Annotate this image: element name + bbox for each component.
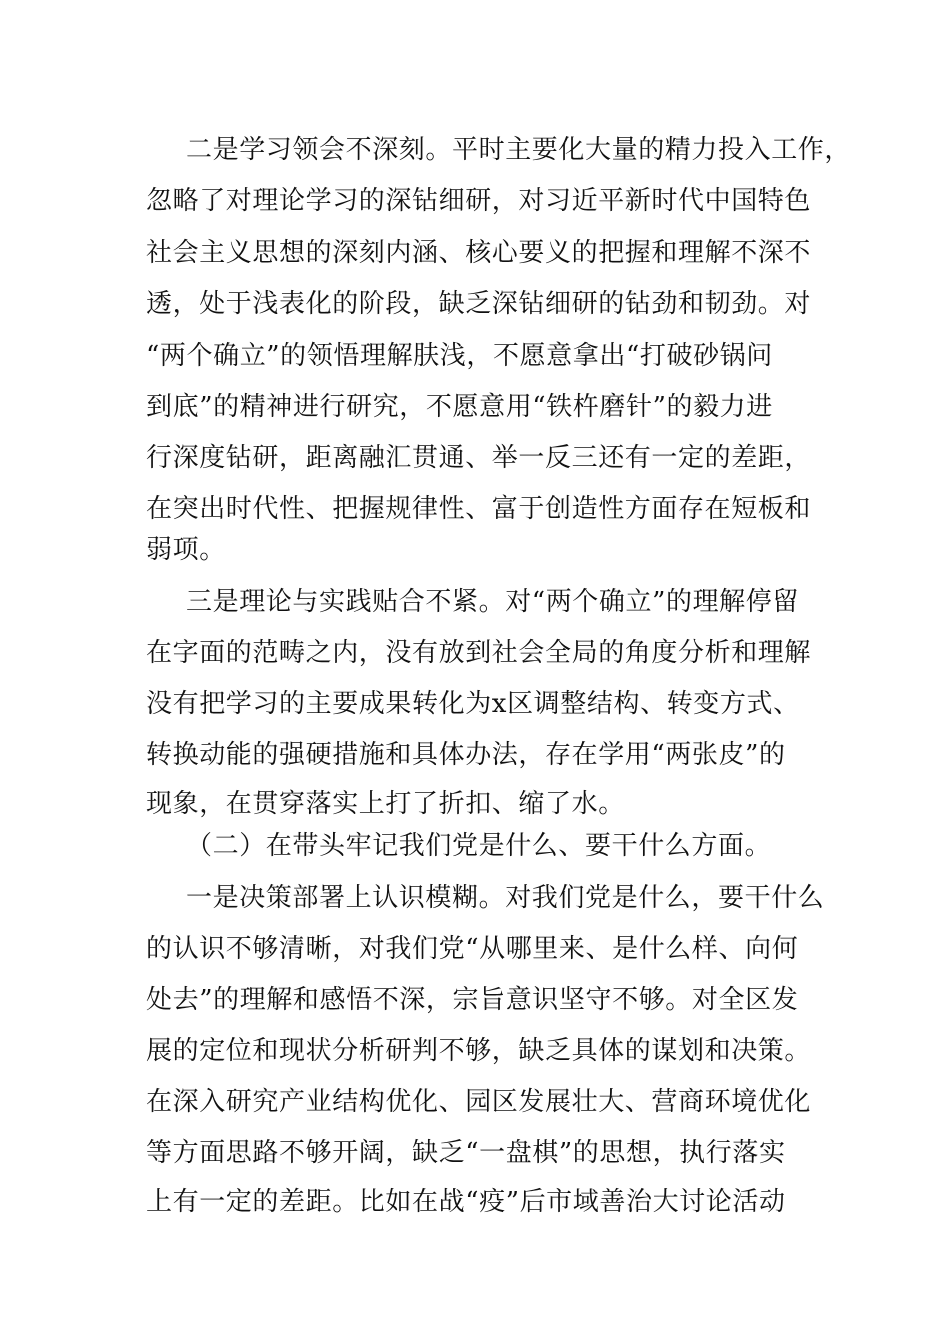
paragraph-3-line-3: 处去”的理解和感悟不深，宗旨意识坚守不够。对全区发	[146, 985, 799, 1015]
paragraph-2-line-3: 没有把学习的主要成果转化为x区调整结构、转变方式、	[146, 689, 800, 719]
paragraph-1-line-1: 二是学习领会不深刻。平时主要化大量的精力投入工作，	[186, 135, 852, 165]
paragraph-1-line-9: 弱项。	[146, 535, 226, 565]
paragraph-3-line-4: 展的定位和现状分析研判不够，缺乏具体的谋划和决策。	[146, 1036, 812, 1066]
paragraph-3-line-1: 一是决策部署上认识模糊。对我们党是什么，要干什么	[186, 883, 825, 913]
paragraph-2-line-5: 现象，在贯穿落实上打了折扣、缩了水。	[146, 789, 625, 819]
paragraph-1-line-8: 在突出时代性、把握规律性、富于创造性方面存在短板和	[146, 494, 812, 524]
paragraph-3-line-5: 在深入研究产业结构优化、园区发展壮大、营商环境优化	[146, 1087, 812, 1117]
paragraph-2-line-2: 在字面的范畴之内，没有放到社会全局的角度分析和理解	[146, 638, 812, 668]
paragraph-1-line-6: 到底”的精神进行研究，不愿意用“铁杵磨针”的毅力进	[146, 392, 773, 422]
paragraph-1-line-5: “两个确立”的领悟理解肤浅，不愿意拿出“打破砂锅问	[146, 341, 773, 371]
paragraph-3-line-6: 等方面思路不够开阔，缺乏“一盘棋”的思想，执行落实	[146, 1138, 786, 1168]
paragraph-3-line-7: 上有一定的差距。比如在战“疫”后市域善治大讨论活动	[146, 1187, 786, 1217]
paragraph-3-line-2: 的认识不够清晰，对我们党“从哪里来、是什么样、向何	[146, 934, 799, 964]
paragraph-1-line-7: 行深度钻研，距离融汇贯通、举一反三还有一定的差距，	[146, 443, 812, 473]
paragraph-2-line-4: 转换动能的强硬措施和具体办法，存在学用“两张皮”的	[146, 740, 786, 770]
paragraph-2-line-1: 三是理论与实践贴合不紧。对“两个确立”的理解停留	[186, 587, 799, 617]
paragraph-1-line-2: 忽略了对理论学习的深钻细研，对习近平新时代中国特色	[146, 186, 812, 216]
paragraph-1-line-4: 透，处于浅表化的阶段，缺乏深钻细研的钻劲和韧劲。对	[146, 289, 812, 319]
paragraph-1-line-3: 社会主义思想的深刻内涵、核心要义的把握和理解不深不	[146, 238, 812, 268]
section-heading: （二）在带头牢记我们党是什么、要干什么方面。	[186, 831, 772, 861]
